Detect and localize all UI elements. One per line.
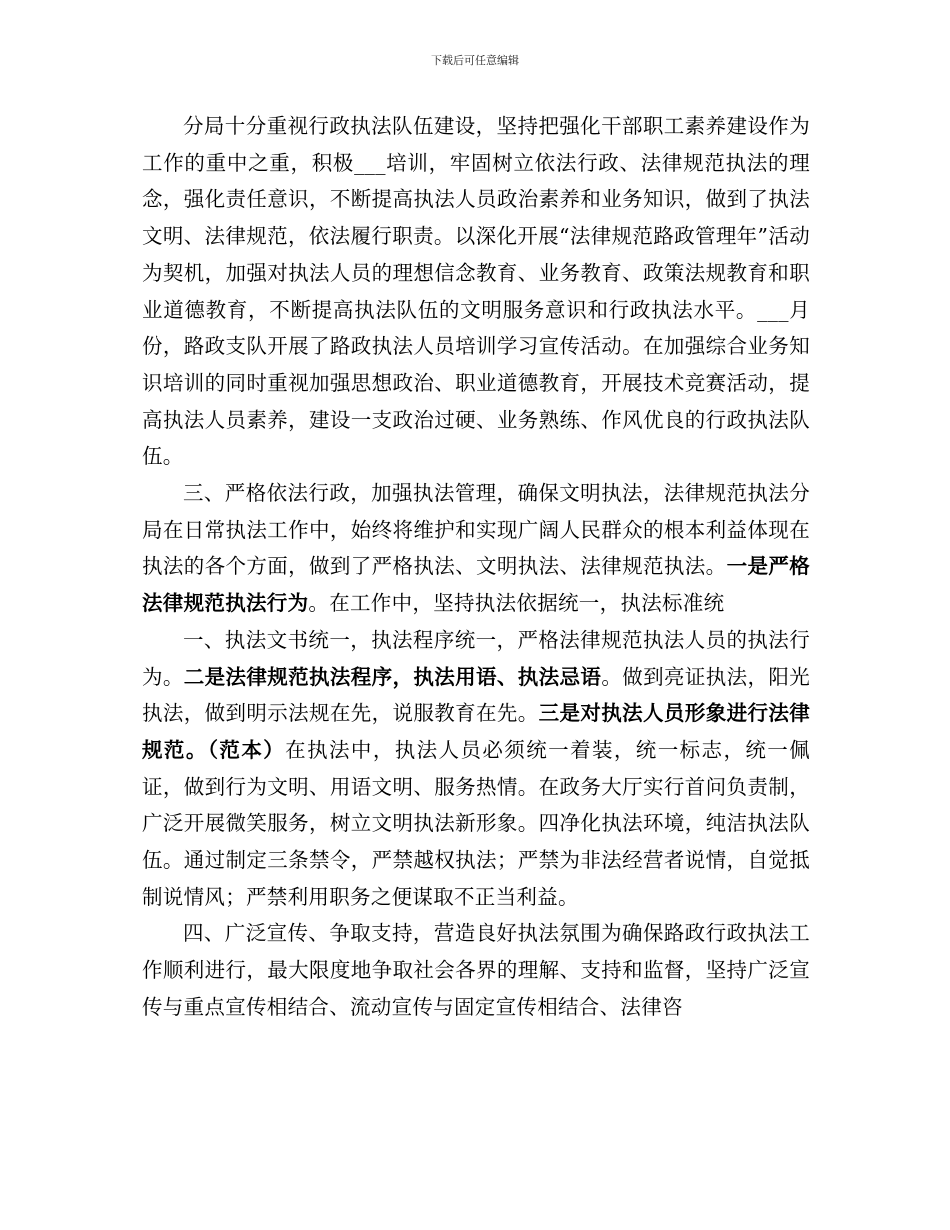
paragraph-team-building: [142, 108, 810, 475]
paragraph-text: 在执法中，执法人员必须统一着装，统一标志，统一佩证，做到行为文明、用语文明、服务热情。在政务大厅实行首问负责制，广泛开展微笑服务，树立文明执法新形象。四净化执法环境，纯洁执法队伍。通过制定三条禁令，严禁越权执法；严禁为非法经营者说情，自觉抵制说情风；严禁利用职务之便谋取不正当利益。: [142, 737, 810, 909]
paragraph-text: 。做到亮证执法，阳光执法，做到明示法规在先，说服教育在先。: [142, 664, 811, 726]
paragraph-text: 三、严格依法行政，加强执法管理，确保文明执法，法律规范执法分局在日常执法工作中，始终将维护和实现广阔人民群众的根本利益体现在执法的各个方面，做到了严格执法、文明执法、法律规范执法。: [142, 481, 810, 579]
bold-emphasis: 一是严格法律规范执法行为: [142, 554, 810, 616]
page-header: 下载后可任意编辑: [431, 54, 519, 67]
paragraph-text: 分局十分重视行政执法队伍建设，坚持把强化干部职工素养建设作为工作的重中之重，积极___培训，牢固树立依法行政、法律规范执法的理念，强化责任意识，不断提高执法人员政治素养和业务知识，做到了执法文明、法律规范，依法履行职责。以深化开展“法律规范路政管理年”活动为契机，加强对执法人员的理想信念教育、业务教育、政策法规教育和职业道德教育，不断提高执法队伍的文明服务意识和行政执法水平。___月份，路政支队开展了路政执法人员培训学习宣传活动。在加强综合业务知识培训的同时重视加强思想政治、职业道德教育，开展技术竞赛活动，提高执法人员素养，建设一支政治过硬、业务熟练、作风优良的行政执法队伍。: [142, 114, 810, 469]
paragraph-section-three: [142, 475, 810, 622]
paragraph-text: 。在工作中，坚持执法依据统一，执法标准统: [308, 591, 725, 616]
document-body: [142, 108, 810, 1026]
paragraph-text: 四、广泛宣传、争取支持，营造良好执法氛围为确保路政行政执法工作顺利进行，最大限度地争取社会各界的理解、支持和监督，坚持广泛宣传与重点宣传相结合、流动宣传与固定宣传相结合、法律咨: [142, 921, 810, 1019]
bold-emphasis: 三是对执法人员形象进行法律规范。（范本）: [142, 701, 810, 762]
paragraph-section-four: [142, 915, 810, 1025]
paragraph-unified-standards: [142, 622, 810, 916]
paragraph-text: 一、执法文书统一，执法程序统一，严格法律规范执法人员的执法行为。: [142, 627, 810, 689]
bold-emphasis: 二是法律规范执法程序，执法用语、执法忌语: [183, 664, 602, 689]
